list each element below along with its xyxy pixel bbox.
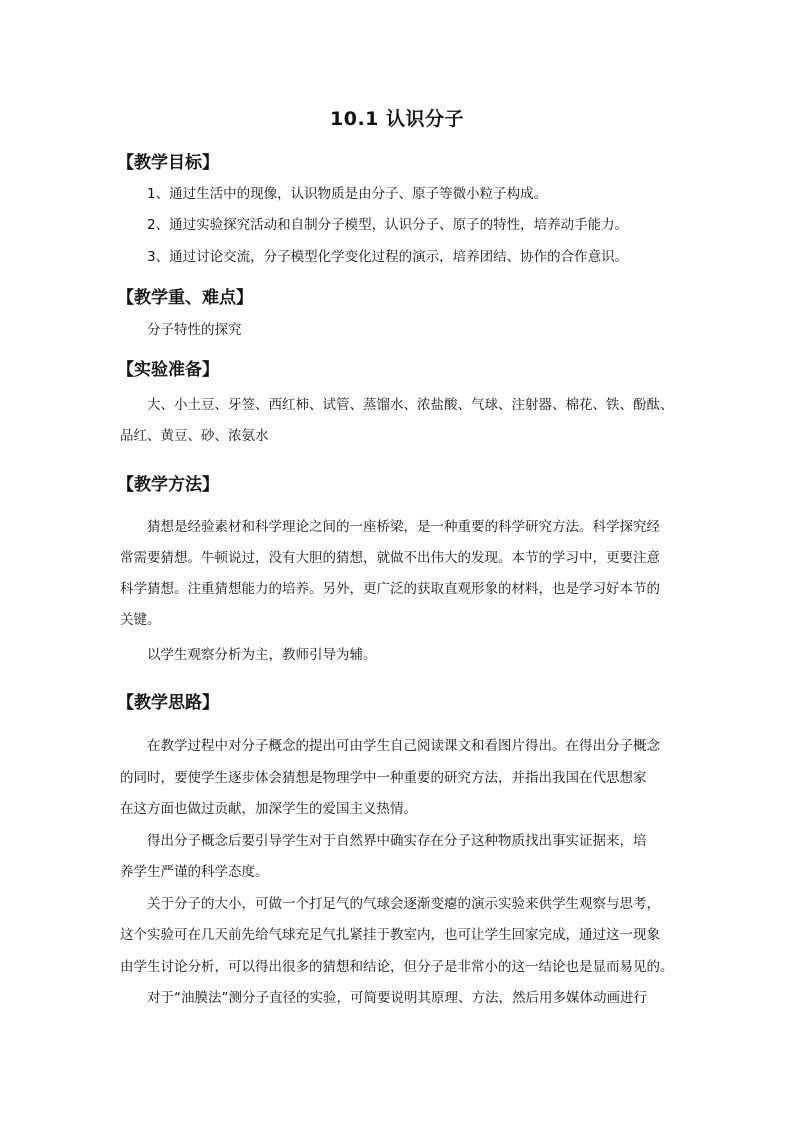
- approach-line: 由学生讨论分析，可以得出很多的猜想和结论，但分子是非常小的这一结论也是显而易见的。: [120, 959, 674, 975]
- method-line: 常需要猜想。牛顿说过，没有大胆的猜想，就做不出伟大的发现。本节的学习中，更要注意: [120, 550, 660, 566]
- approach-line: 得出分子概念后要引导学生对于自然界中确实存在分子这种物质找出事实证据来，培: [147, 833, 647, 849]
- approach-line: 的同时，要使学生逐步体会猜想是物理学中一种重要的研究方法，并指出我国在代思想家: [120, 770, 647, 786]
- preparation-line: 品红、黄豆、砂、浓氨水: [120, 428, 269, 444]
- approach-line: 对于“油膜法”测分子直径的实验，可简要说明其原理、方法，然后用多媒体动画进行: [147, 990, 647, 1006]
- method-line: 猜想是经验素材和科学理论之间的一座桥梁，是一种重要的科学研究方法。科学探究经: [147, 519, 660, 535]
- method-line: 科学猜想。注重猜想能力的培养。另外，更广泛的获取直观形象的材料，也是学习好本节的: [120, 581, 660, 597]
- objective-line: 2、通过实验探究活动和自制分子模型，认识分子、原子的特性，培养动手能力。: [147, 217, 629, 233]
- heading-objectives: 【教学目标】: [117, 153, 219, 173]
- document-title: 10.1 认识分子: [330, 108, 464, 130]
- method-line: 关键。: [120, 612, 161, 628]
- objective-line: 1、通过生活中的现像，认识物质是由分子、原子等微小粒子构成。: [147, 186, 548, 202]
- approach-line: 在这方面也做过贡献，加深学生的爱国主义热情。: [120, 801, 417, 817]
- approach-line: 关于分子的大小，可做一个打足气的气球会逐渐变瘪的演示实验来供学生观察与思考，: [147, 896, 660, 912]
- heading-approach: 【教学思路】: [117, 693, 219, 713]
- method-line: 以学生观察分析为主，教师引导为辅。: [147, 647, 377, 663]
- heading-key-points: 【教学重、难点】: [117, 288, 253, 308]
- approach-line: 养学生严谨的科学态度。: [120, 864, 269, 880]
- objective-line: 3、通过讨论交流，分子模型化学变化过程的演示，培养团结、协作的合作意识。: [147, 249, 629, 265]
- heading-methods: 【教学方法】: [117, 475, 219, 495]
- approach-line: 这个实验可在几天前先给气球充足气扎紧挂于教室内，也可让学生回家完成，通过这一现象: [120, 927, 660, 943]
- approach-line: 在教学过程中对分子概念的提出可由学生自己阅读课文和看图片得出。在得出分子概念: [147, 738, 660, 754]
- heading-preparation: 【实验准备】: [117, 360, 219, 380]
- key-point-line: 分子特性的探究: [147, 322, 242, 338]
- preparation-line: 大、小土豆、牙签、西红柿、试管、蒸馏水、浓盐酸、气球、注射器、棉花、铁、酚酞、: [147, 397, 674, 413]
